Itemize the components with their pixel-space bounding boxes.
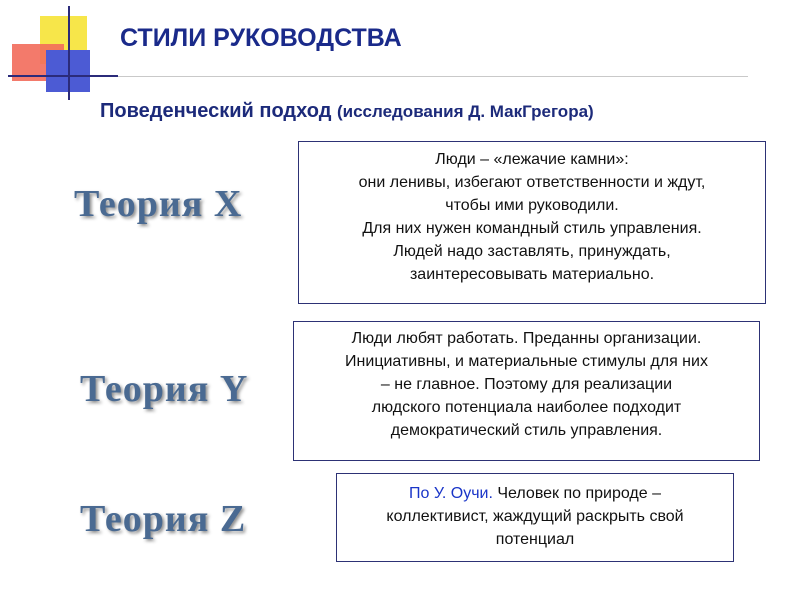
decor-horizontal-line — [8, 76, 748, 77]
theory-x-line: чтобы ими руководили. — [445, 197, 619, 214]
decor-horizontal-accent — [8, 75, 118, 77]
theory-z-author: По У. Оучи. — [408, 485, 493, 502]
theory-z-line: коллективист, жаждущий раскрыть свой — [386, 508, 684, 525]
slide-title: СТИЛИ РУКОВОДСТВА — [120, 24, 402, 52]
theory-x-line: Люди – «лежачие камни»: — [435, 151, 629, 168]
theory-y-line: Люди любят работать. Преданны организации. — [351, 330, 702, 347]
theory-z-description — [336, 473, 734, 562]
theory-z-line1-rest: Человек по природе – — [492, 485, 662, 502]
theory-x-line: они ленивы, избегают ответственности и ждут, — [358, 174, 706, 191]
theory-y-label: Теория Y — [80, 368, 249, 410]
theory-x-line: Людей надо заставлять, принуждать, — [393, 243, 671, 260]
theory-x-description — [298, 141, 766, 304]
subtitle-paren: (исследования Д. МакГрегора) — [336, 102, 594, 121]
decor-vertical-line — [68, 6, 70, 100]
theory-y-description — [293, 321, 760, 461]
theory-y-line: – не главное. Поэтому для реализации — [380, 376, 673, 393]
slide-subtitle — [100, 100, 594, 123]
theory-z-label: Теория Z — [80, 498, 247, 540]
theory-x-line: заинтересовывать материально. — [409, 266, 655, 283]
theory-y-line: демократический стиль управления. — [390, 422, 663, 439]
theory-x-label: Теория X — [74, 183, 243, 225]
theory-z-line — [341, 482, 729, 505]
subtitle-main: Поведенческий подход — [100, 100, 332, 122]
theory-y-line: людского потенциала наиболее подходит — [371, 399, 682, 416]
theory-y-line: Инициативны, и материальные стимулы для них — [345, 353, 708, 370]
theory-z-line: потенциал — [495, 531, 575, 548]
theory-x-line: Для них нужен командный стиль управления. — [362, 220, 702, 237]
